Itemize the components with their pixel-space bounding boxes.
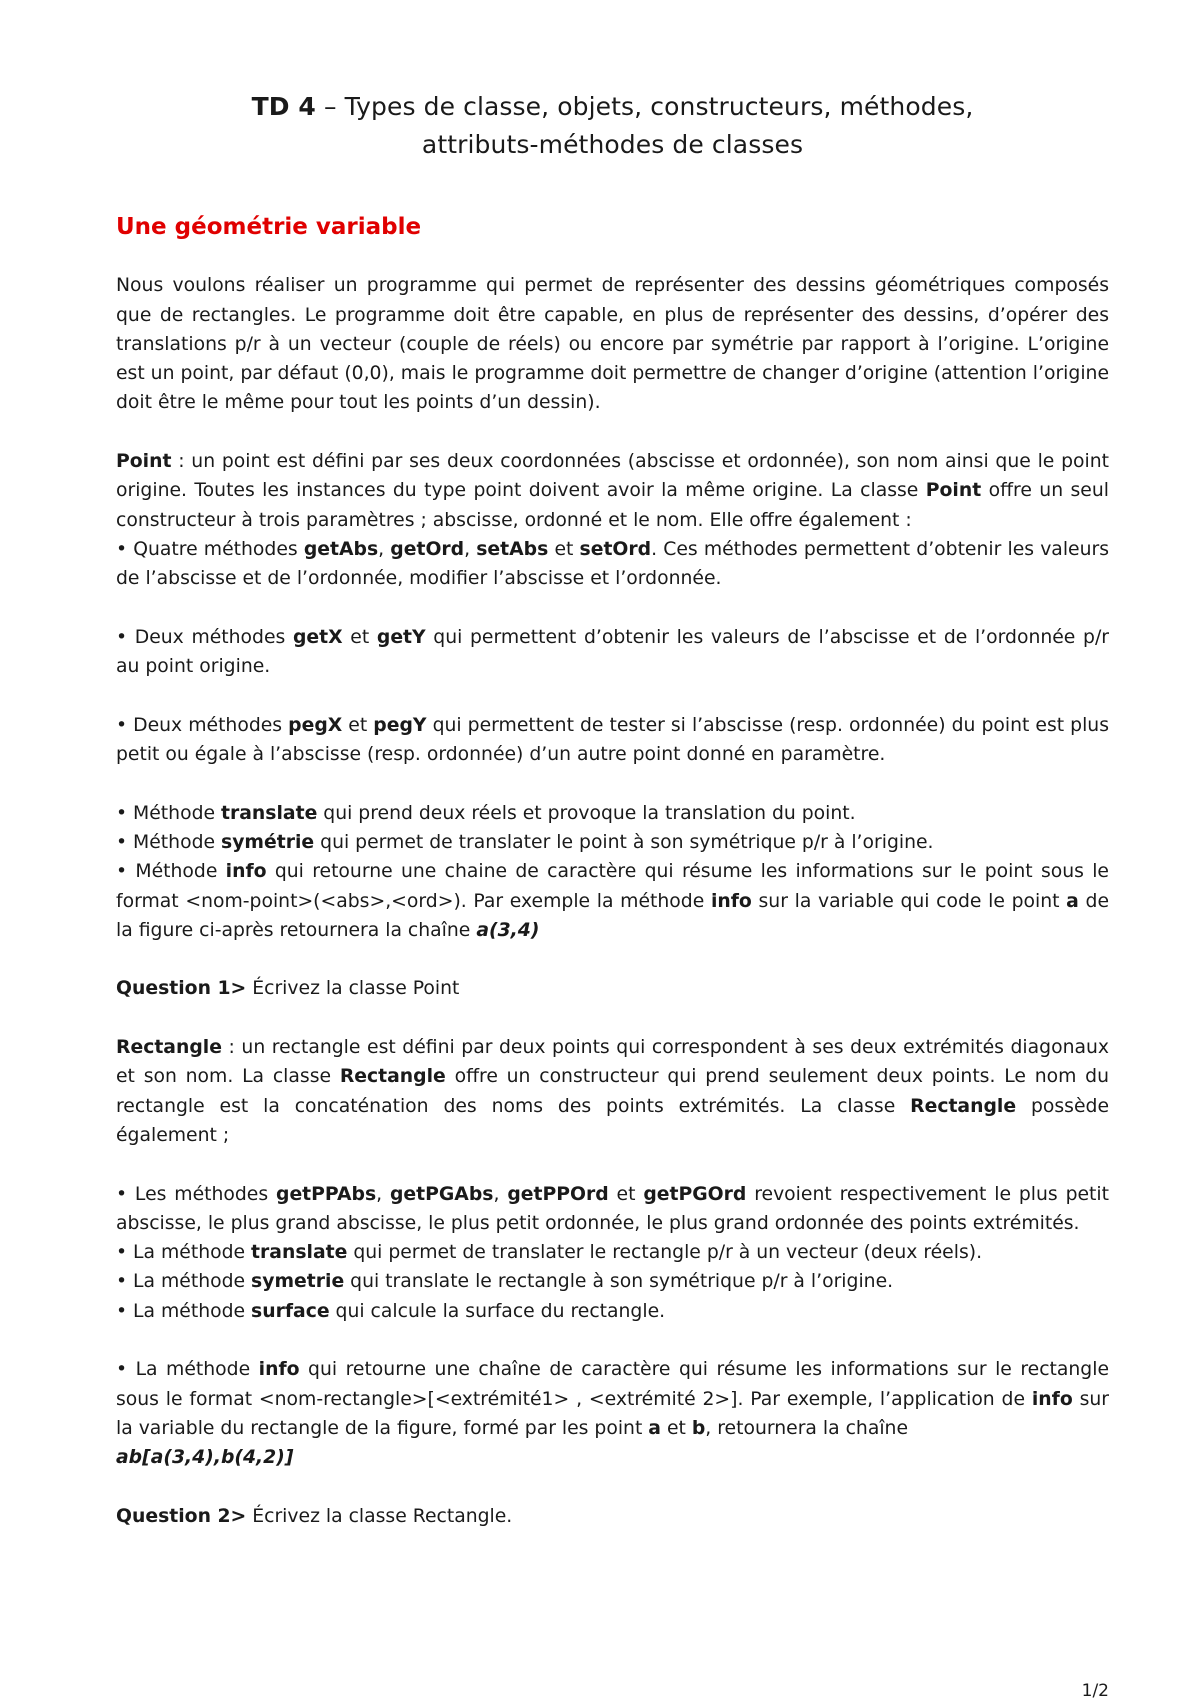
section-heading: Une géométrie variable [116,214,422,240]
point-bullet-info: • Méthode info qui retourne une chaine de caractère qui résume les informations sur le point sous le format <nom-point>(<abs>,<ord>). Par exemple la méthode info sur la variable qui code le point a de la figure ci-après retournera la chaîne a(3,4) [116,861,1110,941]
question-2: Question 2> Écrivez la classe Rectangle. [116,1505,513,1527]
rect-bullet-getters: • Les méthodes getPPAbs, getPGAbs, getPPOrd et getPGOrd revoient respectivement le plus petit abscisse, le plus grand abscisse, le plus petit ordonnée, le plus grand ordonnée des points extrémités. [116,1183,1109,1234]
point-bullet-getxy: • Deux méthodes getX et getY qui permettent d’obtenir les valeurs de l’abscisse et de l’ordonnée p/r au point origine. [116,626,1109,678]
point-bullet-translate: • Méthode translate qui prend deux réels et provoque la translation du point. [116,802,856,824]
page-number: 1/2 [1081,1681,1109,1701]
rect-bullet-symetrie: • La méthode symetrie qui translate le rectangle à son symétrique p/r à l’origine. [116,1271,894,1293]
question-1: Question 1> Écrivez la classe Point [116,978,460,1000]
document-page [116,88,1109,1531]
rectangle-definition: Rectangle : un rectangle est défini par deux points qui correspondent à ses deux extrémités diagonaux et son nom. La classe Rectangle offre un constructeur qui prend seulement deux points. Le nom du rectangle est la concaténation des noms des points extrémités. La classe Rectangle possède également ; [116,1037,1109,1146]
point-bullet-accessors: • Quatre méthodes getAbs, getOrd, setAbs et setOrd. Ces méthodes permettent d’obtenir les valeurs de l’abscisse et de l’ordonnée, modifier l’abscisse et l’ordonnée. [116,538,1109,590]
point-bullet-pegxy: • Deux méthodes pegX et pegY qui permettent de tester si l’abscisse (resp. ordonnée) du point est plus petit ou égale à l’abscisse (resp. ordonnée) d’un autre point donné en paramètre. [116,714,1109,766]
point-definition: Point : un point est défini par ses deux coordonnées (abscisse et ordonnée), son nom ainsi que le point origine. Toutes les instances du type point doivent avoir la même origine. La classe Point offre un seul constructeur à trois paramètres ; abscisse, ordonné et le nom. Elle offre également : [116,451,1109,531]
intro-paragraph: Nous voulons réaliser un programme qui permet de représenter des dessins géométriques composés que de rectangles. Le programme doit être capable, en plus de représenter des dessins, d’opérer des translations p/r à un vecteur (couple de réels) ou encore par symétrie par rapport à l’origine. L’origine est un point, par défaut (0,0), mais le programme doit permettre de changer d’origine (attention l’origine doit être le même pour tout les points d’un dessin). [116,275,1109,414]
point-bullet-symetrie: • Méthode symétrie qui permet de translater le point à son symétrique p/r à l’origine. [116,831,934,853]
rect-bullet-translate: • La méthode translate qui permet de translater le rectangle p/r à un vecteur (deux réels). [116,1242,983,1264]
rect-bullet-surface: • La méthode surface qui calcule la surface du rectangle. [116,1300,666,1322]
page-title: TD 4 – Types de classe, objets, constructeurs, méthodes, attributs-méthodes de classes [251,92,974,159]
rect-bullet-info: • La méthode info qui retourne une chaîne de caractère qui résume les informations sur le rectangle sous le format <nom-rectangle>[<extrémité1> , <extrémité 2>]. Par exemple, l’application de info sur la variable du rectangle de la figure, formé par les point a et b, retournera la chaîne ab[a(3,4),b(4,2)] [116,1359,1110,1469]
